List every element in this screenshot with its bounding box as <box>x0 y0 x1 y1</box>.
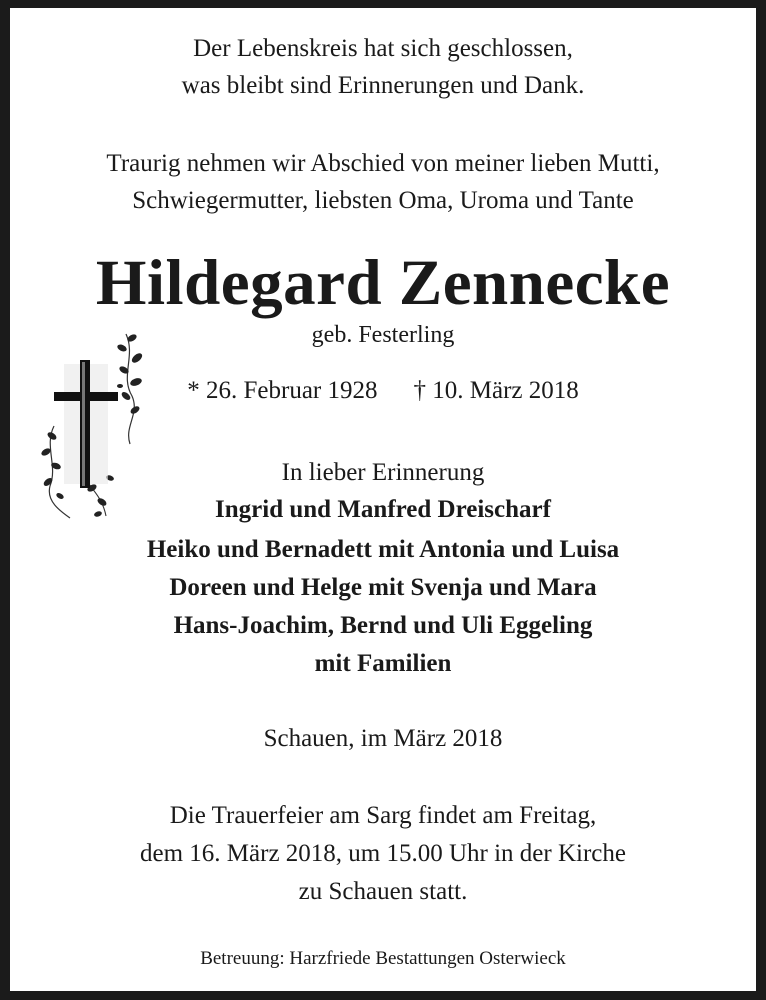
mourner-line: Doreen und Helge mit Svenja und Mara <box>169 574 597 601</box>
mourner-line: mit Familien <box>314 650 452 677</box>
service-line-1: Die Trauerfeier am Sarg findet am Freitag, <box>169 802 597 829</box>
footer-undertaker: Betreuung: Harzfriede Bestattungen Osterwieck <box>200 948 566 969</box>
maiden-name: geb. Festerling <box>311 322 455 348</box>
intro-line-2: was bleibt sind Erinnerungen und Dank. <box>181 72 585 99</box>
mourner-line: Ingrid und Manfred Dreischarf <box>215 496 551 523</box>
death-date: † 10. März 2018 <box>413 377 579 404</box>
service-line-3: zu Schauen statt. <box>298 878 468 905</box>
deceased-name: Hildegard Zennecke <box>95 247 671 319</box>
farewell-line-2: Schwiegermutter, liebsten Oma, Uroma und Tante <box>132 187 634 214</box>
farewell-line-1: Traurig nehmen wir Abschied von meiner lieben Mutti, <box>106 150 660 177</box>
mourner-line: Hans-Joachim, Bernd und Uli Eggeling <box>173 612 593 639</box>
birth-date: * 26. Februar 1928 <box>187 377 378 404</box>
intro-line-1: Der Lebenskreis hat sich geschlossen, <box>193 35 573 62</box>
mourners-heading: In lieber Erinnerung <box>281 459 485 486</box>
mourner-line: Heiko und Bernadett mit Antonia und Luisa <box>146 536 620 563</box>
place-date: Schauen, im März 2018 <box>263 725 503 752</box>
service-line-2: dem 16. März 2018, um 15.00 Uhr in der Kirche <box>140 840 626 867</box>
